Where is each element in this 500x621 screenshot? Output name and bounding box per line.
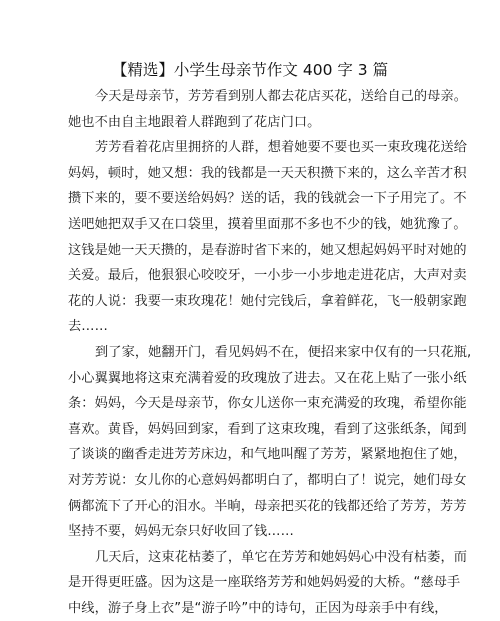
text-line: 攒下来的，要不要送给妈妈？送的话，我的钱就会一下子用完了。不: [68, 191, 467, 207]
text-line: 她也不由自主地跟着人群跑到了花店门口。: [68, 114, 321, 130]
text-line: 坚持不要，妈妈无奈只好收回了钱……: [68, 524, 294, 540]
text-line: 中线，游子身上衣”是“游子吟”中的诗句，正因为母亲手中有线，: [68, 600, 448, 616]
document-title: 【精选】小学生母亲节作文 400 字 3 篇: [111, 61, 389, 79]
text-line: 这钱是她一天天攒的，是春游时省下来的，她又想起妈妈平时对她的: [68, 242, 467, 258]
text-line: 是开得更旺盛。因为这是一座联络芳芳和她妈妈爱的大桥。“慈母手: [68, 575, 461, 591]
text-line: 今天是母亲节，芳芳看到别人都去花店买花，送给自己的母亲。: [95, 89, 468, 104]
text-line: 到了家，她翻开门，看见妈妈不在，便招来家中仅有的一只花瓶,: [95, 344, 472, 360]
text-line: 去……: [68, 319, 108, 335]
text-line: 送吧她把双手又在口袋里，摸着里面那不多也不少的钱，她犹豫了。: [68, 216, 467, 232]
text-line: 俩都流下了开心的泪水。半晌，母亲把买花的钱都还给了芳芳，芳芳: [68, 498, 467, 514]
text-line: 条：妈妈，今天是母亲节，你女儿送你一束充满爱的玫瑰，希望你能: [68, 396, 467, 412]
text-line: 妈妈，顿时，她又想：我的钱都是一天天积攒下来的，这么辛苦才积: [68, 165, 467, 181]
document-body: [68, 84, 472, 621]
text-line: 小心翼翼地将这束充满着爱的玫瑰放了进去。又在花上贴了一张小纸: [68, 370, 467, 386]
text-line: 几天后，这束花枯萎了，单它在芳芳和她妈妈心中没有枯萎，而: [95, 549, 468, 565]
text-line: 关爱。最后，他狠狠心咬咬牙，一小步一小步地走进花店，大声对卖: [68, 268, 467, 284]
text-line: 花的人说：我要一束玫瑰花！她付完钱后，拿着鲜花，飞一般朝家跑: [68, 293, 467, 309]
text-line: 芳芳看着花店里拥挤的人群，想着她要不要也买一束玫瑰花送给: [95, 140, 468, 156]
text-line: 喜欢。黄昏，妈妈回到家，看到了这束玫瑰，看到了这张纸条，闻到: [68, 421, 467, 437]
text-line: 了谈谈的幽香走进芳芳床边，和气地叫醒了芳芳，紧紧地抱住了她，: [68, 447, 467, 463]
text-line: 对芳芳说：女儿你的心意妈妈都明白了，都明白了！说完，她们母女: [68, 472, 467, 488]
